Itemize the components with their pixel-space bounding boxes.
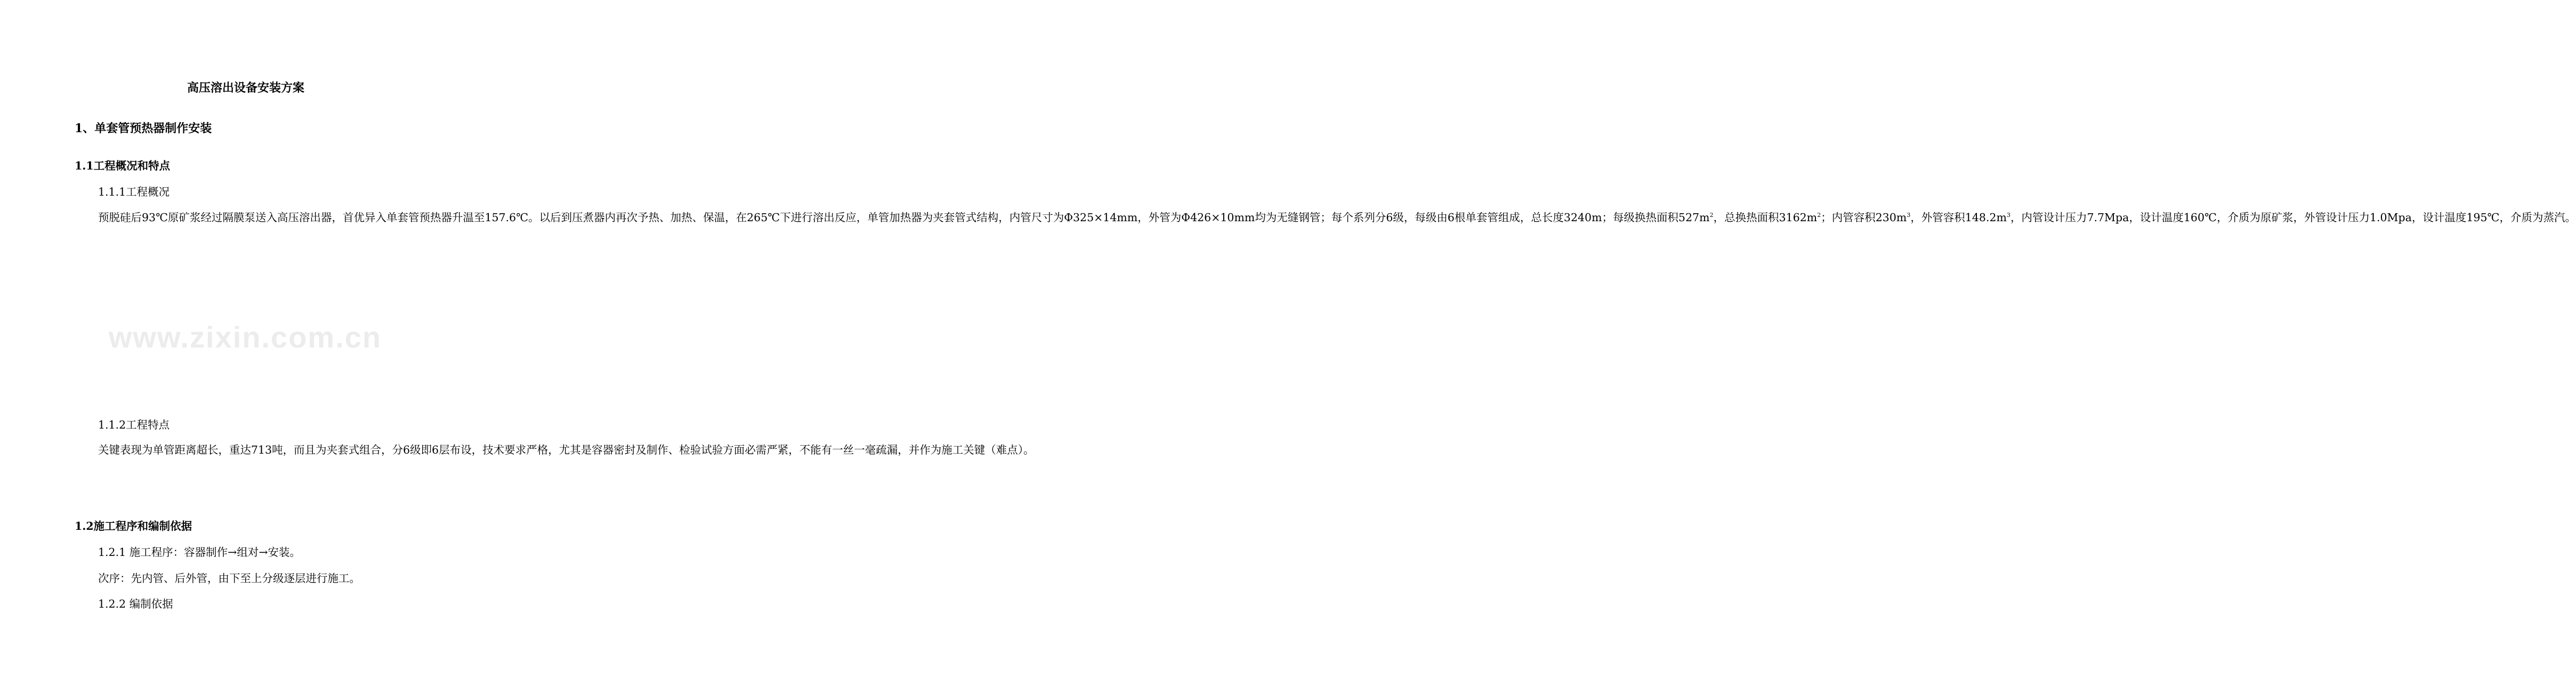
overview-text-2: ，总换热面积3162m	[1713, 211, 1818, 224]
overview-text-4: ，外管容积148.2m	[1910, 211, 2007, 224]
overview-paragraph	[75, 205, 2576, 231]
overview-text-3: ；内管容积230m	[1821, 211, 1907, 224]
section-1-1-1-heading: 1.1.1工程概况	[98, 185, 170, 198]
section-1-1-2-heading: 1.1.2工程特点	[98, 418, 170, 431]
section-1-heading: 1、单套管预热器制作安装	[75, 122, 212, 135]
overview-text-5: ，内管设计压力7.7Mpa，设计温度160℃，介质为原矿浆，外管设计压力1.0Mpa，设计温度195℃，介质为蒸汽。	[2010, 211, 2576, 224]
section-1-2-2-heading: 1.2.2 编制依据	[98, 598, 173, 610]
order-line: 次序：先内管、后外管，由下至上分级逐层进行施工。	[98, 572, 360, 585]
superscript-cube: 3	[1907, 212, 1911, 219]
superscript-square: 2	[1817, 212, 1821, 219]
superscript-square: 2	[1709, 212, 1714, 219]
section-1-2-1-line: 1.2.1 施工程序：容器制作→组对→安装。	[98, 546, 301, 559]
features-paragraph: 关键表现为单管距离超长，重达713吨，而且为夹套式组合，分6级即6层布设，技术要求严格，尤其是容器密封及制作、检验试验方面必需严紧，不能有一丝一毫疏漏，并作为施工关键（难点）。	[98, 443, 1035, 456]
watermark: www.zixin.com.cn	[108, 320, 382, 354]
section-1-2-heading: 1.2施工程序和编制依据	[75, 520, 192, 532]
document-title: 高压溶出设备安装方案	[187, 81, 304, 95]
section-1-1-heading: 1.1工程概况和特点	[75, 159, 171, 172]
superscript-cube: 3	[2006, 212, 2010, 219]
overview-text-1: 预脱硅后93℃原矿浆经过隔膜泵送入高压溶出器，首优异入单套管预热器升温至157.6℃。以后到压煮器内再次予热、加热、保温，在265℃下进行溶出反应，单管加热器为夹套管式结构，内管尺寸为Φ325×14mm，外管为Φ426×10mm均为无缝钢管；每个系列分6级，每级由6根单套管组成，总长度3240m；每级换热面积527m	[98, 211, 1710, 224]
